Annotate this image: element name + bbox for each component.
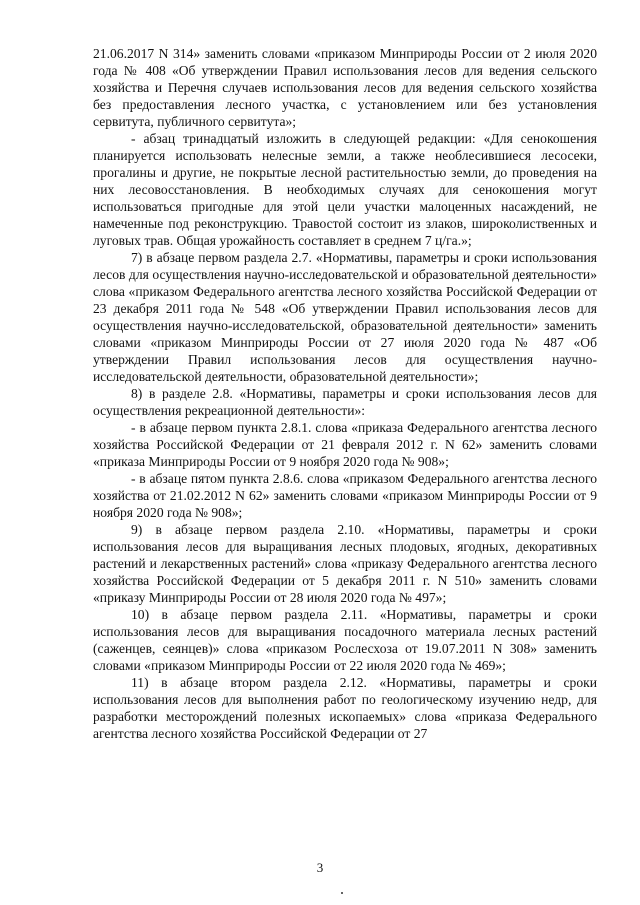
paragraph-hay-mowing: - абзац тринадцатый изложить в следующей редакции: «Для сенокошения планируется использовать нелесные земли, а также необлесившиеся лесосеки, прогалины и другие, не покрытые лесной растительностью земли, до проведения на них лесовосстановления. В необходимых случаях для сенокошения могут использоваться пригодные для этой цели участки малоценных насаждений, не намеченные под реконструкцию. Травостой состоит из злаков, широколиственных и луговых трав. Общая урожайность составляет в среднем 7 ц/га.»; [93,131,597,248]
paragraph-item-10: 10) в абзаце первом раздела 2.11. «Нормативы, параметры и сроки использования лесов для выращивания посадочного материала лесных растений (саженцев, сеянцев)» слова «приказом Рослесхоза от 19.07.2011 N 308» заменить словами «приказом Минприроды России от 22 июля 2020 года № 469»; [93,607,597,673]
paragraph-item-9: 9) в абзаце первом раздела 2.10. «Нормативы, параметры и сроки использования лесов для выращивания лесных плодовых, ягодных, декоративных растений и лекарственных растений» слова «приказу Федерального агентства лесного хозяйства Российской Федерации от 5 декабря 2011 г. N 510» заменить словами «приказу Минприроды России от 28 июля 2020 года № 497»; [93,522,597,605]
paragraph-item-8-sub-1: - в абзаце первом пункта 2.8.1. слова «приказа Федерального агентства лесного хозяйства Российской Федерации от 21 февраля 2012 г. N 62» заменить словами «приказа Минприроды России от 9 ноября 2020 года № 908»; [93,420,597,469]
paragraph-item-7: 7) в абзаце первом раздела 2.7. «Нормативы, параметры и сроки использования лесов для осуществления научно-исследовательской и образовательной деятельности» слова «приказом Федерального агентства лесного хозяйства Российской Федерации от 23 декабря 2011 года № 548 «Об утверждении Правил использования лесов для осуществления научно-исследовательской, образовательной деятельности» заменить словами «приказом Минприроды России от 27 июля 2020 года № 487 «Об утверждении Правил использования лесов для осуществления научно-исследовательской деятельности, образовательной деятельности»; [93,250,597,384]
paragraph-item-8: 8) в разделе 2.8. «Нормативы, параметры и сроки использования лесов для осуществления рекреационной деятельности»: [93,386,597,418]
page-number: 3 [316,860,324,875]
paragraph-item-8-sub-2: - в абзаце пятом пункта 2.8.6. слова «приказом Федерального агентства лесного хозяйства от 21.02.2012 N 62» заменить словами «приказом Минприроды России от 9 ноября 2020 года № 908»; [93,471,597,520]
document-body [93,45,597,742]
scan-speck [341,892,343,894]
paragraph-continuation: 21.06.2017 N 314» заменить словами «приказом Минприроды России от 2 июля 2020 года № 408 «Об утверждении Правил использования лесов для ведения сельского хозяйства и Перечня случаев использования лесов для ведения сельского хозяйства без предоставления лесного участка, с установлением или без установления сервитута, публичного сервитута»; [93,46,597,129]
paragraph-item-11: 11) в абзаце втором раздела 2.12. «Нормативы, параметры и сроки использования лесов для выполнения работ по геологическому изучению недр, для разработки месторождений полезных ископаемых» слова «приказа Федерального агентства лесного хозяйства Российской Федерации от 27 [93,675,597,741]
